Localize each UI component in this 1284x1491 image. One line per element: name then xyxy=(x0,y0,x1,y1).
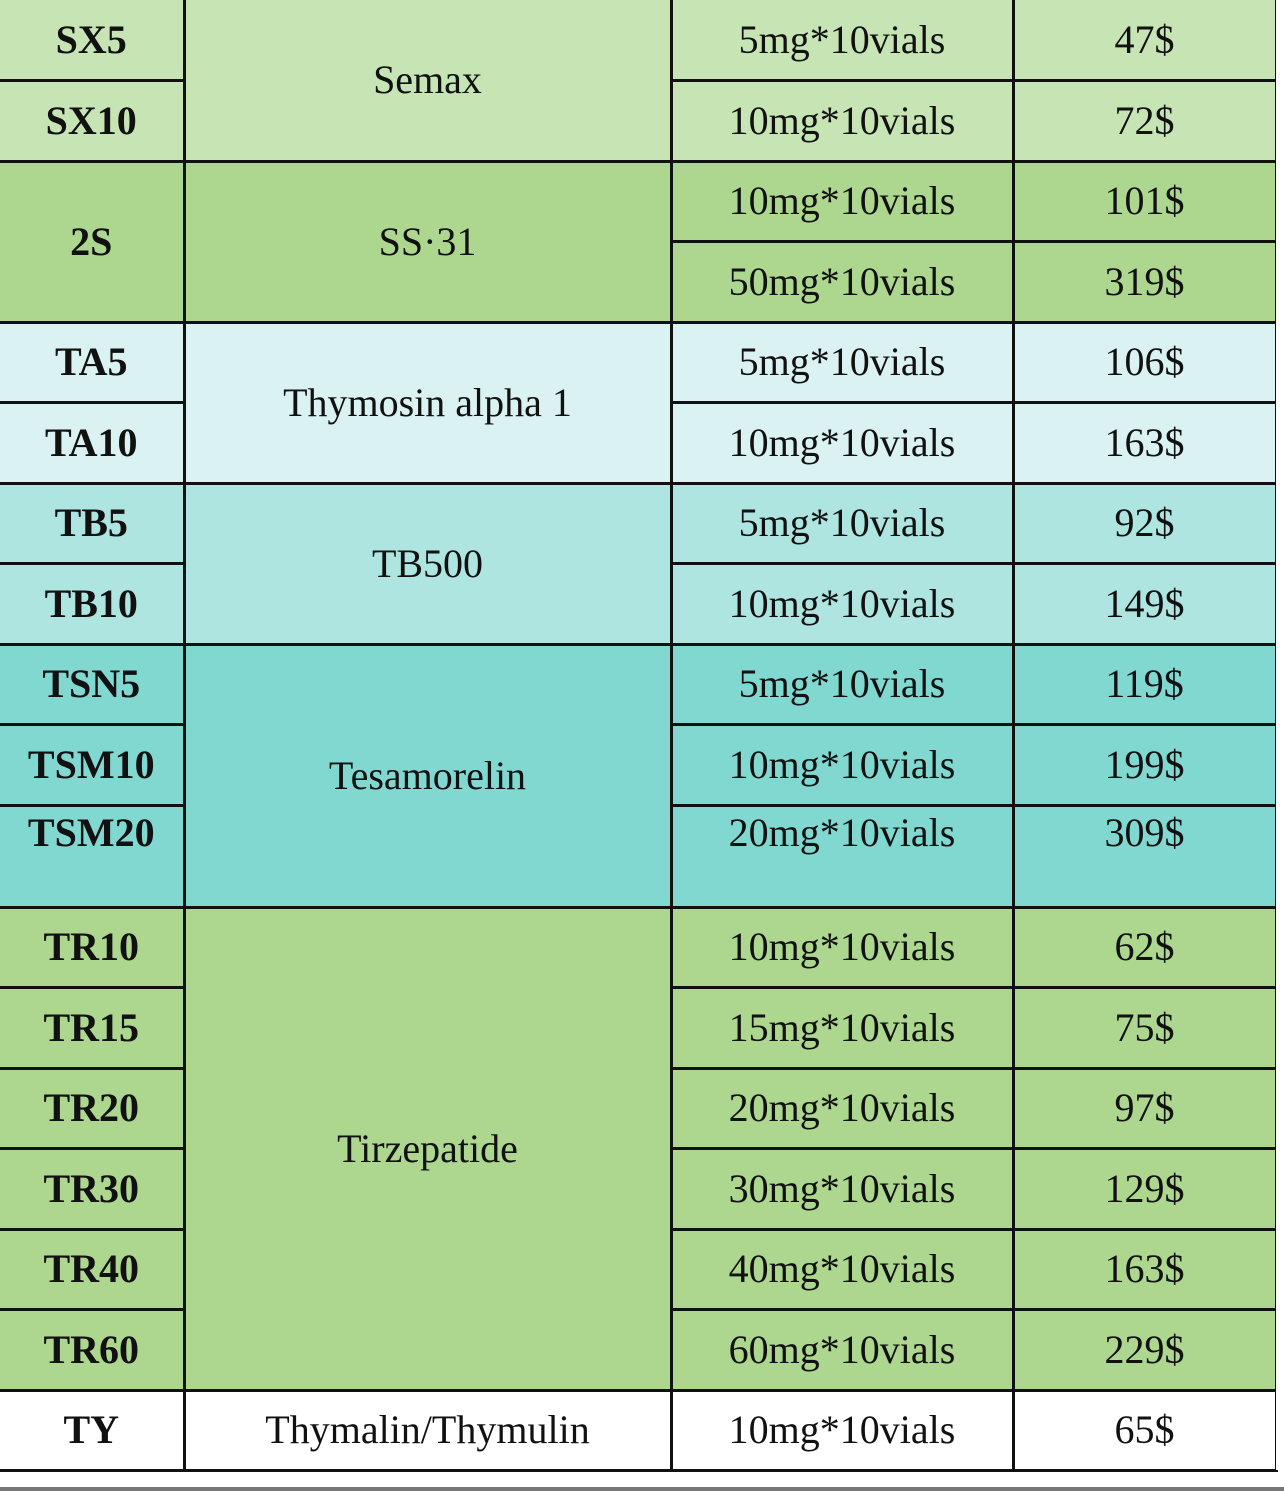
product-code-cell: 2S xyxy=(0,161,184,322)
price-cell: 62$ xyxy=(1013,907,1276,988)
bottom-divider xyxy=(0,1487,1284,1491)
product-name-cell: Tirzepatide xyxy=(184,907,671,1390)
spec-cell: 10mg*10vials xyxy=(671,725,1013,806)
spec-cell: 30mg*10vials xyxy=(671,1149,1013,1230)
spec-cell: 5mg*10vials xyxy=(671,483,1013,564)
table-row xyxy=(0,322,1276,403)
product-code-cell: TR60 xyxy=(0,1310,184,1391)
spec-cell: 10mg*10vials xyxy=(671,907,1013,988)
product-code-cell: TR20 xyxy=(0,1068,184,1149)
price-cell: 319$ xyxy=(1013,242,1276,323)
product-code-cell: SX10 xyxy=(0,81,184,162)
product-name-cell: Semax xyxy=(184,0,671,161)
table-row xyxy=(0,483,1276,564)
spec-cell: 5mg*10vials xyxy=(671,644,1013,725)
spec-cell: 15mg*10vials xyxy=(671,988,1013,1069)
price-cell: 149$ xyxy=(1013,564,1276,645)
product-name-cell: Thymalin/Thymulin xyxy=(184,1390,671,1471)
product-name-cell: Thymosin alpha 1 xyxy=(184,322,671,483)
price-cell: 97$ xyxy=(1013,1068,1276,1149)
product-code-cell: TA10 xyxy=(0,403,184,484)
product-code-cell: TA5 xyxy=(0,322,184,403)
price-cell: 119$ xyxy=(1013,644,1276,725)
spec-cell: 10mg*10vials xyxy=(671,564,1013,645)
price-cell: 199$ xyxy=(1013,725,1276,806)
product-name-cell: Tesamorelin xyxy=(184,644,671,907)
product-code-cell: TR40 xyxy=(0,1229,184,1310)
spec-cell: 20mg*10vials xyxy=(671,1068,1013,1149)
spec-cell: 10mg*10vials xyxy=(671,403,1013,484)
spec-cell: 60mg*10vials xyxy=(671,1310,1013,1391)
product-code-cell: TB10 xyxy=(0,564,184,645)
table-row xyxy=(0,907,1276,988)
table-row xyxy=(0,0,1276,81)
table-row xyxy=(0,1390,1276,1471)
product-code-cell: SX5 xyxy=(0,0,184,81)
spec-cell: 10mg*10vials xyxy=(671,81,1013,162)
price-cell: 309$ xyxy=(1013,805,1276,907)
price-cell: 75$ xyxy=(1013,988,1276,1069)
product-code-cell: TSM20 xyxy=(0,805,184,907)
price-cell: 229$ xyxy=(1013,1310,1276,1391)
table-row xyxy=(0,644,1276,725)
table-row xyxy=(0,161,1276,242)
price-cell: 72$ xyxy=(1013,81,1276,162)
spec-cell: 40mg*10vials xyxy=(671,1229,1013,1310)
price-cell: 101$ xyxy=(1013,161,1276,242)
product-code-cell: TR30 xyxy=(0,1149,184,1230)
product-code-cell: TSN5 xyxy=(0,644,184,725)
price-cell: 92$ xyxy=(1013,483,1276,564)
spec-cell: 5mg*10vials xyxy=(671,0,1013,81)
price-cell: 163$ xyxy=(1013,1229,1276,1310)
spec-cell: 50mg*10vials xyxy=(671,242,1013,323)
price-cell: 106$ xyxy=(1013,322,1276,403)
product-code-cell: TR15 xyxy=(0,988,184,1069)
spec-cell: 5mg*10vials xyxy=(671,322,1013,403)
product-code-cell: TY xyxy=(0,1390,184,1471)
spec-cell: 10mg*10vials xyxy=(671,161,1013,242)
table-right-edge xyxy=(1276,0,1284,1470)
product-code-cell: TB5 xyxy=(0,483,184,564)
spec-cell: 20mg*10vials xyxy=(671,805,1013,907)
product-name-cell: SS·31 xyxy=(184,161,671,322)
product-code-cell: TSM10 xyxy=(0,725,184,806)
price-cell: 65$ xyxy=(1013,1390,1276,1471)
product-name-cell: TB500 xyxy=(184,483,671,644)
price-cell: 129$ xyxy=(1013,1149,1276,1230)
price-cell: 163$ xyxy=(1013,403,1276,484)
spec-cell: 10mg*10vials xyxy=(671,1390,1013,1471)
product-code-cell: TR10 xyxy=(0,907,184,988)
price-cell: 47$ xyxy=(1013,0,1276,81)
